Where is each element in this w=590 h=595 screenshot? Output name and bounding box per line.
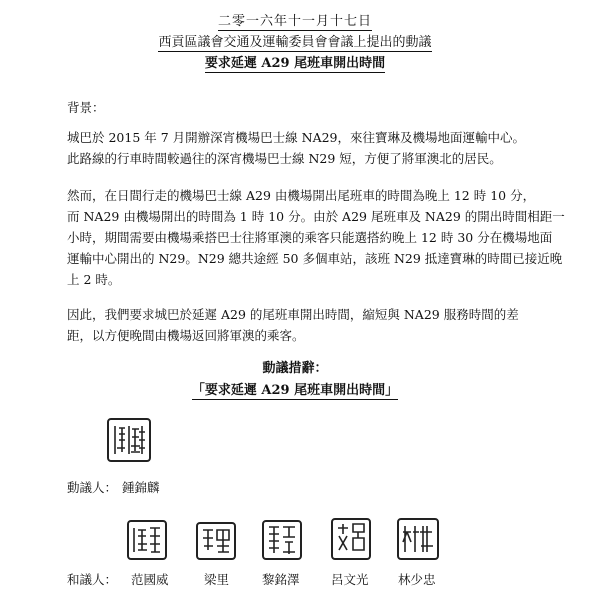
seconder-seal-5-stamp xyxy=(397,518,439,560)
seconder-seal-4-stamp xyxy=(331,518,371,560)
committee-heading xyxy=(0,31,590,50)
paragraph-3-line-2: 距，以方便晚間由機場返回將軍澳的乘客。 xyxy=(67,328,305,343)
seconder-name-1: 范國威 xyxy=(131,572,169,587)
mover-label: 動議人： xyxy=(67,480,118,495)
mover-seal-stamp xyxy=(107,418,151,462)
paragraph-2-line-3: 小時，期間需要由機場乘搭巴士往將軍澳的乘客只能選搭約晚上 12 時 30 分在機場地面 xyxy=(67,230,553,245)
seconder-name-2: 梁里 xyxy=(204,572,230,587)
seconder-name-4: 呂文光 xyxy=(331,572,369,587)
title-text: 要求延遲 A29 尾班車開出時間 xyxy=(204,56,386,71)
paragraph-1-line-2: 此路線的行車時間較過往的深宵機場巴士線 N29 短，方便了將軍澳北的居民。 xyxy=(67,151,502,166)
date-text: 二零一六年十一月十七日 xyxy=(217,14,372,29)
seconder-seal-1-stamp xyxy=(127,520,167,560)
paragraph-2-line-5: 上 2 時。 xyxy=(67,272,121,287)
paragraph-1-line-1: 城巴於 2015 年 7 月開辦深宵機場巴士線 NA29，來往寶琳及機場地面運輸中心。 xyxy=(67,130,526,145)
paragraph-2-line-2: 而 NA29 由機場開出的時間為 1 時 10 分。由於 A29 尾班車及 NA29 的開出時間相距一 xyxy=(67,209,565,224)
seconder-name-5: 林少忠 xyxy=(398,572,436,587)
paragraph-2-line-1: 然而，在日間行走的機場巴士線 A29 由機場開出尾班車的時間為晚上 12 時 10 分， xyxy=(67,188,536,203)
background-label: 背景： xyxy=(67,100,105,115)
seconder-seal-2-stamp xyxy=(196,522,236,560)
motion-text-value: 「要求延遲 A29 尾班車開出時間」 xyxy=(191,383,399,398)
document-date xyxy=(0,10,590,29)
seconder-name-3: 黎銘澤 xyxy=(262,572,300,587)
paragraph-2-line-4: 運輸中心開出的 N29。N29 總共途經 50 多個車站，該班 N29 抵達寶琳的時間已接近晚 xyxy=(67,251,563,266)
seconder-seal-3-stamp xyxy=(262,520,302,560)
document-title xyxy=(0,52,590,71)
seconders-label: 和議人： xyxy=(67,572,118,587)
mover-name: 鍾錦麟 xyxy=(122,480,160,495)
motion-text xyxy=(0,379,590,398)
committee-text: 西貢區議會交通及運輸委員會會議上提出的動議 xyxy=(158,35,432,50)
motion-label: 動議措辭： xyxy=(262,361,328,376)
paragraph-3-line-1: 因此，我們要求城巴於延遲 A29 的尾班車開出時間，縮短與 NA29 服務時間的差 xyxy=(67,307,519,322)
